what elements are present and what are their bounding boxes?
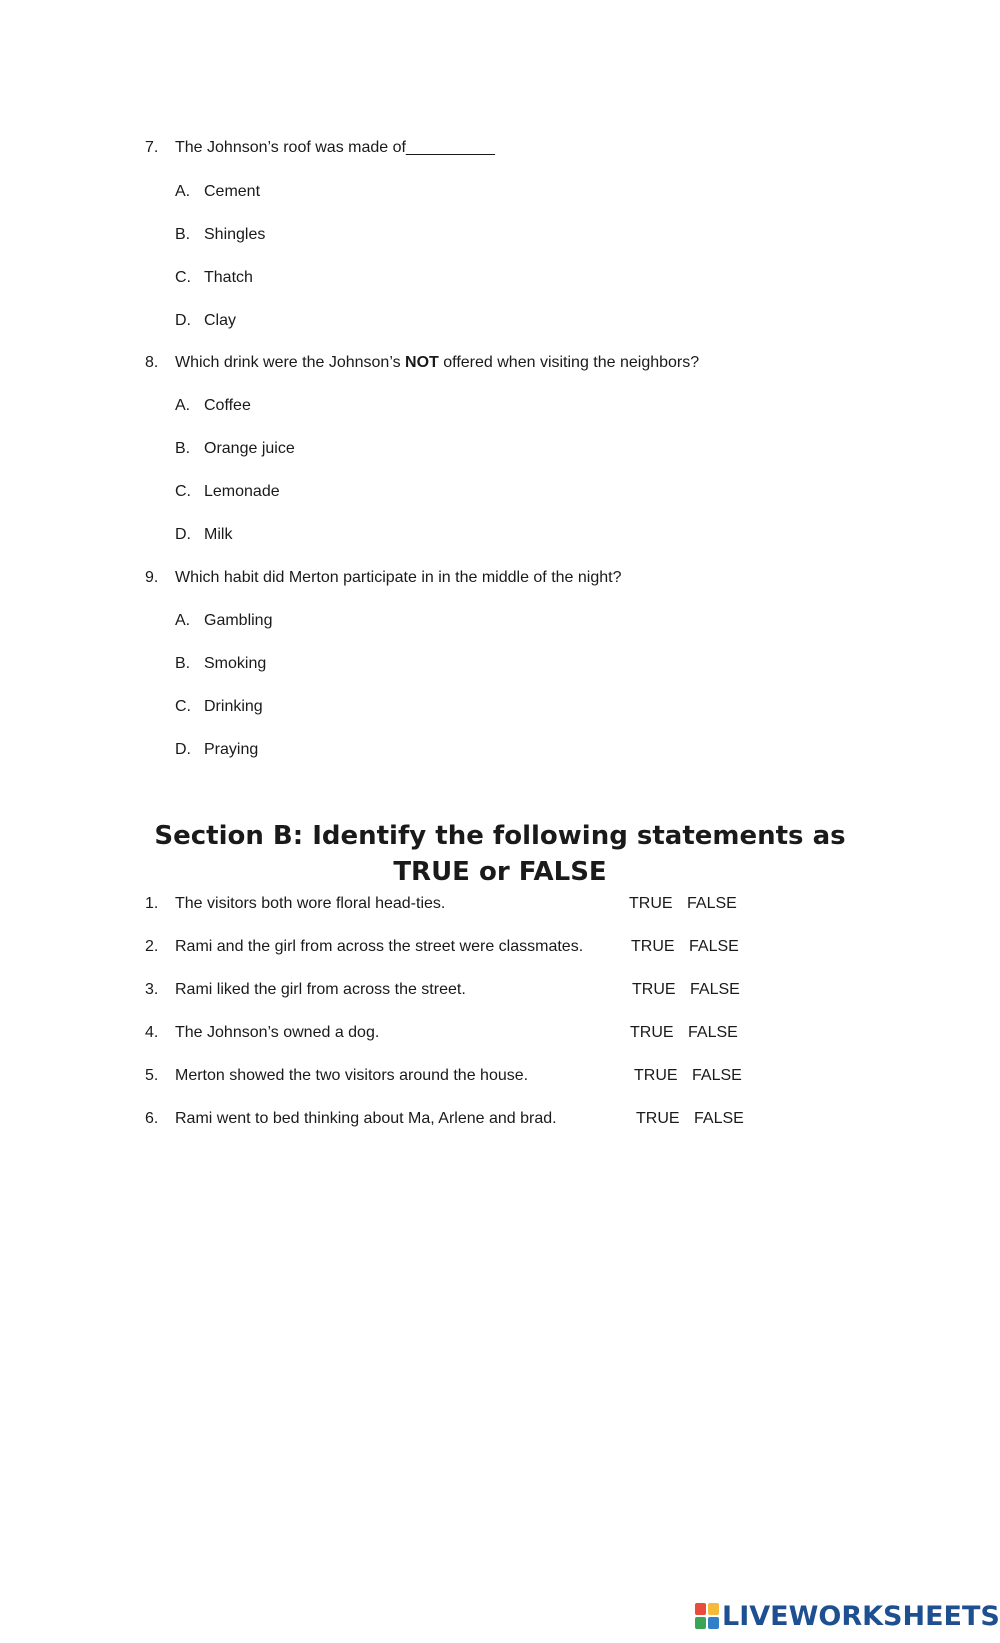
option-text[interactable]: Thatch bbox=[204, 269, 253, 286]
true-option[interactable]: TRUE bbox=[631, 938, 675, 955]
question-number: 7. bbox=[145, 139, 159, 156]
false-option[interactable]: FALSE bbox=[694, 1110, 744, 1127]
true-option[interactable]: TRUE bbox=[634, 1067, 678, 1084]
option-letter: D. bbox=[175, 312, 191, 329]
true-option[interactable]: TRUE bbox=[630, 1024, 674, 1041]
option-text[interactable]: Cement bbox=[204, 183, 261, 200]
question-text: Which habit did Merton participate in in the middle of the night? bbox=[175, 569, 622, 586]
true-option[interactable]: TRUE bbox=[632, 981, 676, 998]
false-option[interactable]: FALSE bbox=[690, 981, 740, 998]
question-number: 8. bbox=[145, 354, 159, 371]
statement-number: 4. bbox=[145, 1024, 159, 1041]
option-text[interactable]: Coffee bbox=[204, 397, 251, 414]
statement-number: 2. bbox=[145, 938, 159, 955]
question-text-emphasis: NOT bbox=[405, 354, 439, 371]
statement-text: Rami went to bed thinking about Ma, Arlene and brad. bbox=[175, 1110, 557, 1127]
option-letter: C. bbox=[175, 269, 191, 286]
statement-text: Rami liked the girl from across the street. bbox=[175, 981, 466, 998]
liveworksheets-logo[interactable] bbox=[695, 1600, 1000, 1632]
option-text[interactable]: Drinking bbox=[204, 698, 263, 715]
option-letter: B. bbox=[175, 655, 191, 672]
option-text[interactable]: Orange juice bbox=[204, 440, 295, 457]
logo-square bbox=[695, 1603, 706, 1615]
option-text[interactable]: Shingles bbox=[204, 226, 266, 243]
question-text: The Johnson’s roof was made of__________ bbox=[175, 139, 495, 156]
option-letter: A. bbox=[175, 397, 191, 414]
logo-square bbox=[708, 1617, 719, 1629]
statement-text: Merton showed the two visitors around the house. bbox=[175, 1067, 529, 1084]
option-text[interactable]: Gambling bbox=[204, 612, 273, 629]
option-letter: C. bbox=[175, 483, 191, 500]
option-letter: B. bbox=[175, 440, 191, 457]
false-option[interactable]: FALSE bbox=[688, 1024, 738, 1041]
option-text[interactable]: Milk bbox=[204, 526, 233, 543]
false-option[interactable]: FALSE bbox=[687, 895, 737, 912]
logo-square bbox=[695, 1617, 706, 1629]
option-letter: D. bbox=[175, 526, 191, 543]
statement-number: 3. bbox=[145, 981, 159, 998]
question-number: 9. bbox=[145, 569, 159, 586]
true-option[interactable]: TRUE bbox=[636, 1110, 680, 1127]
logo-square bbox=[708, 1603, 719, 1615]
statement-number: 1. bbox=[145, 895, 159, 912]
false-option[interactable]: FALSE bbox=[689, 938, 739, 955]
question-text-after: offered when visiting the neighbors? bbox=[438, 354, 700, 371]
question-text-before: Which drink were the Johnson’s bbox=[175, 354, 406, 371]
statement-text: Rami and the girl from across the street were classmates. bbox=[175, 938, 584, 955]
option-text[interactable]: Praying bbox=[204, 741, 259, 758]
section-b-title: Section B: Identify the following statements as TRUE or FALSE bbox=[154, 821, 846, 887]
option-letter: D. bbox=[175, 741, 191, 758]
true-option[interactable]: TRUE bbox=[629, 895, 673, 912]
false-option[interactable]: FALSE bbox=[692, 1067, 742, 1084]
liveworksheets-logo-icon bbox=[695, 1603, 719, 1629]
statement-number: 6. bbox=[145, 1110, 159, 1127]
option-letter: A. bbox=[175, 183, 191, 200]
option-letter: B. bbox=[175, 226, 191, 243]
option-letter: C. bbox=[175, 698, 191, 715]
statement-number: 5. bbox=[145, 1067, 159, 1084]
option-text[interactable]: Lemonade bbox=[204, 483, 280, 500]
logo-text: LIVEWORKSHEETS bbox=[722, 1600, 1000, 1632]
option-text[interactable]: Smoking bbox=[204, 655, 267, 672]
question-text bbox=[175, 354, 699, 372]
statement-text: The Johnson’s owned a dog. bbox=[175, 1024, 380, 1041]
option-text[interactable]: Clay bbox=[204, 312, 237, 329]
statement-text: The visitors both wore floral head-ties. bbox=[175, 895, 446, 912]
option-letter: A. bbox=[175, 612, 191, 629]
